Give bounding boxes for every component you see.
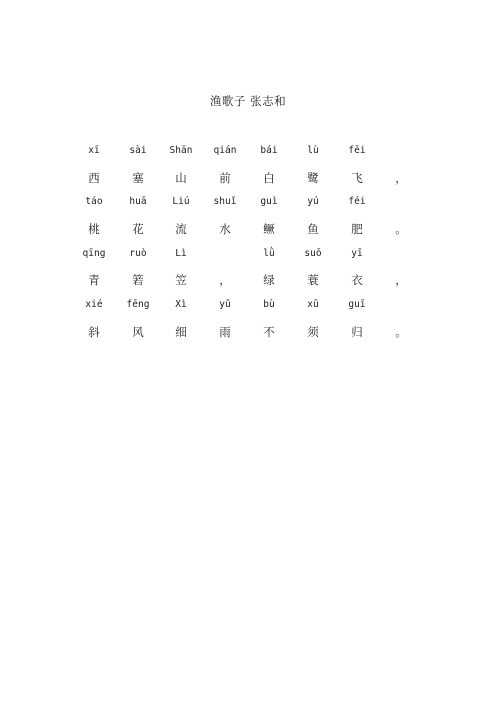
- hanzi-character: 青: [88, 273, 100, 288]
- pinyin-syllable: guì: [260, 196, 278, 208]
- pinyin-syllable: lù: [307, 145, 319, 156]
- pinyin-syllable: lǜ: [263, 247, 275, 259]
- hanzi-row: [0, 324, 496, 350]
- pinyin-syllable: xū: [307, 299, 319, 311]
- hanzi-character: 雨: [219, 324, 231, 339]
- pinyin-syllable: ruò: [129, 247, 147, 259]
- pinyin-syllable: yú: [307, 196, 319, 208]
- hanzi-character: 衣: [351, 273, 363, 288]
- hanzi-row: [0, 170, 496, 196]
- hanzi-character: 风: [132, 324, 144, 339]
- hanzi-character: 流: [175, 222, 187, 237]
- hanzi-character: 肥: [351, 222, 363, 237]
- punctuation: 。: [395, 324, 407, 339]
- pinyin-syllable: yī: [351, 247, 363, 259]
- hanzi-character: 桃: [88, 222, 100, 237]
- hanzi-character: 白: [263, 170, 275, 185]
- pinyin-syllable: Lì: [175, 247, 187, 259]
- pinyin-row: [0, 298, 496, 324]
- pinyin-syllable: Liú: [172, 196, 190, 208]
- hanzi-character: 山: [175, 170, 187, 185]
- pinyin-syllable: fēng: [126, 299, 150, 311]
- pinyin-syllable: guī: [348, 299, 366, 311]
- hanzi-character: 飞: [351, 170, 363, 185]
- hanzi-character: 斜: [88, 324, 100, 339]
- pinyin-syllable: xī: [88, 145, 100, 156]
- pinyin-syllable: suō: [304, 247, 322, 259]
- pinyin-row: [0, 247, 496, 273]
- pinyin-syllable: qián: [213, 145, 237, 156]
- hanzi-character: 花: [132, 222, 144, 237]
- pinyin-syllable: huā: [129, 196, 147, 208]
- hanzi-character: 细: [175, 324, 187, 339]
- pinyin-syllable: Xì: [175, 299, 187, 311]
- pinyin-syllable: fēi: [348, 145, 366, 156]
- pinyin-syllable: qīng: [82, 247, 106, 259]
- pinyin-syllable: sài: [129, 145, 147, 156]
- hanzi-character: 塞: [132, 170, 144, 185]
- hanzi-character: 蓑: [307, 273, 319, 288]
- pinyin-syllable: bái: [260, 145, 278, 156]
- punctuation: 。: [395, 222, 407, 237]
- hanzi-character: 鹭: [307, 170, 319, 185]
- pinyin-syllable: féi: [348, 196, 366, 208]
- hanzi-character: 绿: [263, 273, 275, 288]
- hanzi-character: 归: [351, 324, 363, 339]
- hanzi-character: 鱼: [307, 222, 319, 237]
- poem-body: [0, 144, 496, 350]
- hanzi-character: 须: [307, 324, 319, 339]
- hanzi-row: [0, 272, 496, 298]
- pinyin-syllable: shuǐ: [213, 196, 237, 208]
- hanzi-character: 笠: [175, 273, 187, 288]
- pinyin-row: [0, 195, 496, 221]
- pinyin-syllable: Shān: [169, 145, 193, 156]
- punctuation: ，: [395, 273, 407, 288]
- hanzi-row: [0, 221, 496, 247]
- poem-title: 渔歌子 张志和: [209, 94, 287, 108]
- pinyin-syllable: xié: [85, 299, 103, 311]
- pinyin-syllable: táo: [85, 196, 103, 208]
- pinyin-syllable: bù: [263, 299, 275, 311]
- hanzi-character: 鳜: [263, 222, 275, 237]
- hanzi-character: 前: [219, 170, 231, 185]
- punctuation: ，: [395, 170, 407, 185]
- pinyin-row: [0, 144, 496, 170]
- hanzi-character: 西: [88, 170, 100, 185]
- hanzi-character: 不: [263, 324, 275, 339]
- pinyin-syllable: yǔ: [219, 299, 231, 311]
- punctuation: ，: [219, 273, 231, 288]
- hanzi-character: 水: [219, 222, 231, 237]
- hanzi-character: 箬: [132, 273, 144, 288]
